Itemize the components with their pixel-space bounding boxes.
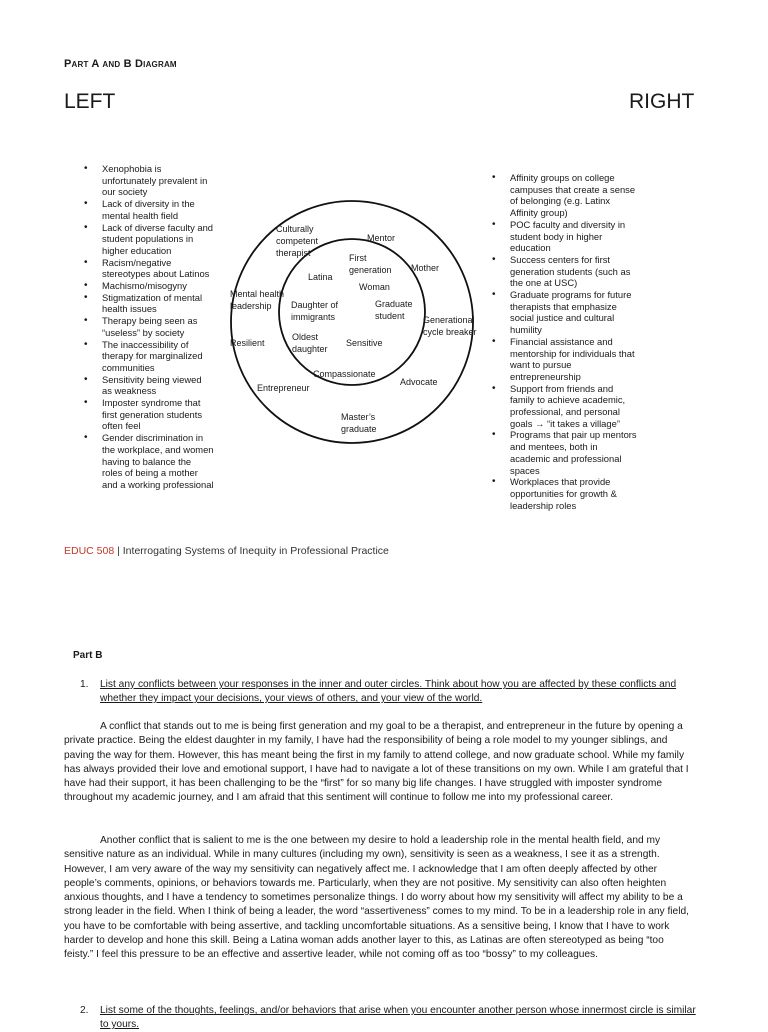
list-item: • Lack of diversity in the mental health field [84,198,214,221]
inner-label: Oldest [292,332,319,342]
question-number: 1. [80,679,89,690]
outer-label: therapist [276,248,311,258]
question-text: List some of the thoughts, feelings, and/or behaviors that arise when you encounter another person whose innermost circle is similar to yours. [100,1005,696,1030]
inner-label: Latina [308,272,333,282]
inner-label: Woman [359,282,390,292]
question-text: List any conflicts between your responses in the inner and outer circles. Think about how you are affected by these conflicts and whether they impact your decisions, your views of others, and your view of the world. [100,679,677,704]
outer-label: graduate [341,424,377,434]
page-footer [64,545,389,557]
inner-label: Daughter of [291,300,339,310]
answer-paragraph-2 [64,834,694,963]
inner-label: Graduate [375,299,413,309]
list-item: • Affinity groups on college campuses that create a sense of belonging (e.g. Latinx Affinity group) [492,172,640,219]
list-item: • Workplaces that provide opportunities for growth & leadership roles [492,476,640,511]
part-b-label: Part B [73,650,103,661]
outer-label: leadership [230,301,272,311]
outer-label: cycle breaker [423,327,477,337]
outer-label: Culturally [276,224,314,234]
list-item: • Financial assistance and mentorship for individuals that want to pursue entrepreneurship [492,336,640,383]
inner-label: First [349,253,367,263]
right-list [492,172,640,511]
list-item: • Stigmatization of mental health issues [84,292,214,315]
left-list [84,163,214,491]
list-item: • The inaccessibility of therapy for marginalized communities [84,339,214,374]
outer-label: Generational [423,315,475,325]
answer-paragraph-1 [64,720,694,806]
inner-label: student [375,311,405,321]
list-item: • POC faculty and diversity in student body in higher education [492,219,640,254]
paragraph-text: A conflict that stands out to me is being first generation and my goal to be a therapist, and entrepreneur in the future by opening a private practice. Being the eldest daughter in my family, I have had the responsibility of being a role model to my younger siblings, and paving the way for them. However, this has meant being the first in my family to attend college, and now graduate school. While my family has always provided their love and emotional support, I have had to navigate a lot of these transitions on my own. While I am grateful that I have had their support, it has been challenging to be the “first” for so many big life changes. I have struggled with imposter syndrome throughout my academic journey, and I am afraid that this sentiment will continue to follow me into my professional career. [64,721,689,804]
question-1 [80,678,700,706]
question-number: 2. [80,1005,89,1016]
outer-label: Mentor [367,233,396,243]
list-item: • Gender discrimination in the workplace, and women having to balance the roles of being a mother and a working professional [84,432,214,491]
footer-separator: | [114,545,123,557]
list-item: • Graduate programs for future therapists that emphasize social justice and cultural humility [492,289,640,336]
course-title: Interrogating Systems of Inequity in Professional Practice [122,545,389,557]
list-item: • Xenophobia is unfortunately prevalent in our society [84,163,214,198]
inner-label: Sensitive [346,338,383,348]
right-label: RIGHT [629,90,695,113]
outer-label: Entrepreneur [257,383,310,393]
list-item: • Success centers for first generation students (such as the one at USC) [492,254,640,289]
list-item: • Sensitivity being viewed as weakness [84,374,214,397]
inner-label: generation [349,265,392,275]
outer-label: Advocate [400,377,438,387]
list-item: • Therapy being seen as “useless” by society [84,315,214,338]
list-item: • Programs that pair up mentors and mentees, both in academic and professional spaces [492,429,640,476]
outer-label: Mental health [230,289,285,299]
outer-label: Master’s [341,412,376,422]
inner-label: Compassionate [313,369,376,379]
course-code: EDUC 508 [64,545,115,557]
inner-label: daughter [292,344,328,354]
outer-label: Resilient [230,338,265,348]
inner-label: immigrants [291,312,336,322]
question-2 [80,1004,700,1032]
outer-label: competent [276,236,319,246]
diagram-heading: Part A and B Diagram [64,58,177,70]
paragraph-text: Another conflict that is salient to me is the one between my desire to hold a leadership role in the mental health field, and my sensitive nature as an individual. While in many cultures (including my own), sensitivity is seen as a weakness, I see it as a strength. However, I am very aware of the way my sensitivity can negatively affect me. I acknowledge that I am often deeply affected by other people’s comments, opinions, or behaviors towards me. Particularly, when they are not positive. My sensitivity can also often heighten anxious thoughts, and I have a tendency to sometimes personalize things. I do worry about how my sensitivity will affect my ability to be a strong leader in the field. When I think of being a leader, the word “assertiveness” comes to my mind. To be in a leadership role in any field, you have to be comfortable with being assertive, and tackling uncomfortable situations. As a sensitive being, I know that I have to work harder to develop and hone this skill. Being a Latina woman adds another layer to this, as Latinas are often stereotyped as being “too feisty.” I feel this pressure to be an effective and assertive leader, while not coming off as too “bossy” to my colleagues. [64,835,689,961]
list-item: • Machismo/misogyny [84,280,214,292]
list-item: • Support from friends and family to achieve academic, professional, and personal goals → “it takes a village” [492,383,640,430]
concentric-circle-diagram [210,190,500,460]
list-item: • Imposter syndrome that first generation students often feel [84,397,214,432]
list-item: • Racism/negative stereotypes about Latinos [84,257,214,280]
list-item: • Lack of diverse faculty and student populations in higher education [84,222,214,257]
outer-label: Mother [411,263,440,273]
left-label: LEFT [64,90,116,113]
